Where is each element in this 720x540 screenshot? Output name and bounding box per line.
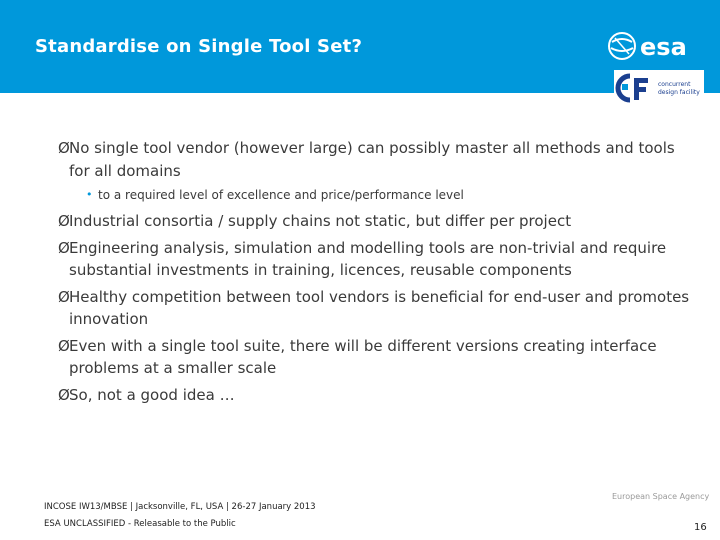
footer-event: INCOSE IW13/MBSE | Jacksonville, FL, USA | 26-27 January 2013 [44, 502, 316, 512]
arrow-bullet-icon: Ø [58, 385, 70, 404]
slide-title: Standardise on Single Tool Set? [35, 36, 363, 57]
bullet-item [58, 384, 698, 407]
arrow-bullet-icon: Ø [58, 238, 70, 257]
bullet-text: Healthy competition between tool vendors is beneficial for end-user and promotes innovation [69, 287, 690, 328]
arrow-bullet-icon: Ø [58, 212, 70, 230]
dot-bullet-icon: • [86, 188, 93, 201]
bullet-text: So, not a good idea … [69, 385, 235, 404]
esa-logo-text: esa [640, 33, 687, 61]
arrow-bullet-icon: Ø [58, 287, 70, 306]
cdf-logo-line2: design facility [658, 89, 700, 96]
cdf-logo-line1: concurrent [658, 81, 691, 88]
bullet-text: Even with a single tool suite, there will be different versions creating interface problems at a smaller scale [69, 336, 657, 377]
sub-bullet-text: to a required level of excellence and price/performance level [98, 188, 464, 202]
bullet-item [58, 210, 698, 233]
cdf-logo [614, 70, 704, 106]
bullet-item [58, 335, 698, 380]
esa-logo-icon [606, 28, 702, 64]
page-number: 16 [694, 522, 707, 533]
sub-bullet-item [58, 186, 698, 204]
cdf-logo-icon [614, 70, 704, 106]
bullet-list [58, 137, 698, 410]
arrow-bullet-icon: Ø [58, 139, 70, 157]
bullet-text: Industrial consortia / supply chains not static, but differ per project [69, 212, 572, 230]
footer-classification: ESA UNCLASSIFIED - Releasable to the Public [44, 519, 236, 529]
bullet-text: Engineering analysis, simulation and modelling tools are non-trivial and require substantial investments in training, licences, reusable components [69, 238, 667, 279]
bullet-item [58, 237, 698, 282]
bullet-item [58, 286, 698, 331]
agency-name: European Space Agency [612, 492, 710, 501]
bullet-text: No single tool vendor (however large) can possibly master all methods and tools for all domains [69, 139, 675, 180]
header-bar [0, 0, 720, 96]
arrow-bullet-icon: Ø [58, 336, 70, 355]
bullet-item [58, 137, 698, 182]
